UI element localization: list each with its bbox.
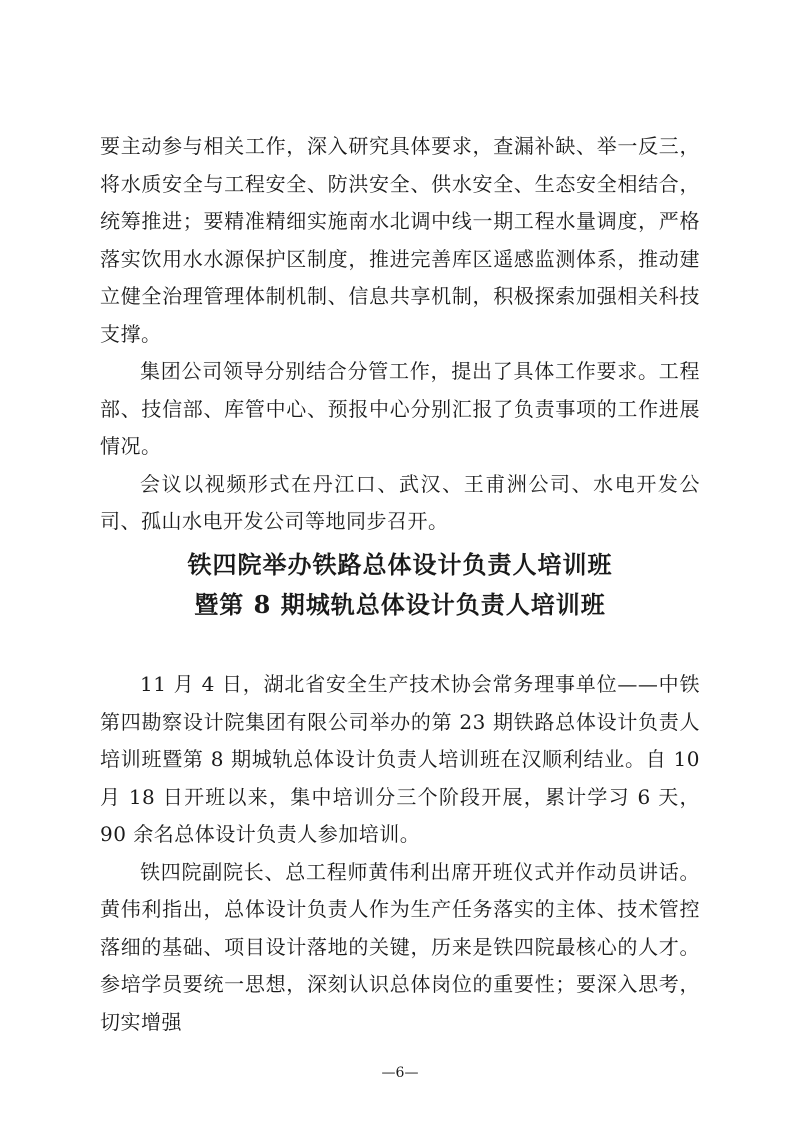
article-two-body <box>100 666 700 1041</box>
page-number: —6— <box>381 1065 419 1081</box>
article-two-paragraph: 11 月 4 日，湖北省安全生产技术协会常务理事单位——中铁第四勘察设计院集团有限公司举办的第 23 期铁路总体设计负责人培训班暨第 8 期城轨总体设计负责人培训班在汉顺利结业。自 10 月 18 日开班以来，集中培训分三个阶段开展，累计学习 6 天，90 余名总体设计负责人参加培训。 <box>100 672 700 846</box>
article-one-paragraph: 要主动参与相关工作，深入研究具体要求，查漏补缺、举一反三，将水质安全与工程安全、防洪安全、供水安全、生态安全相结合，统筹推进；要精准精细实施南水北调中线一期工程水量调度，严格落实饮用水水源保护区制度，推进完善库区遥感监测体系，推动建立健全治理管理体制机制、信息共享机制，积极探索加强相关科技支撑。 <box>100 134 700 346</box>
article-two-paragraph: 铁四院副院长、总工程师黄伟利出席开班仪式并作动员讲话。黄伟利指出，总体设计负责人作为生产任务落实的主体、技术管控落细的基础、项目设计落地的关键，历来是铁四院最核心的人才。参培学员要统一思想，深刻认识总体岗位的重要性；要深入思考，切实增强 <box>100 859 700 1034</box>
article-two-subtitle-line: 暨第 8 期城轨总体设计负责人培训班 <box>194 590 606 619</box>
article-two-title <box>100 545 700 625</box>
article-one-body <box>100 128 700 541</box>
article-two-title-line: 铁四院举办铁路总体设计负责人培训班 <box>187 550 613 579</box>
article-one-paragraph: 集团公司领导分别结合分管工作，提出了具体工作要求。工程部、技信部、库管中心、预报中心分别汇报了负责事项的工作进展情况。 <box>100 359 700 458</box>
article-one-paragraph: 会议以视频形式在丹江口、武汉、王甫洲公司、水电开发公司、孤山水电开发公司等地同步召开。 <box>100 471 700 533</box>
